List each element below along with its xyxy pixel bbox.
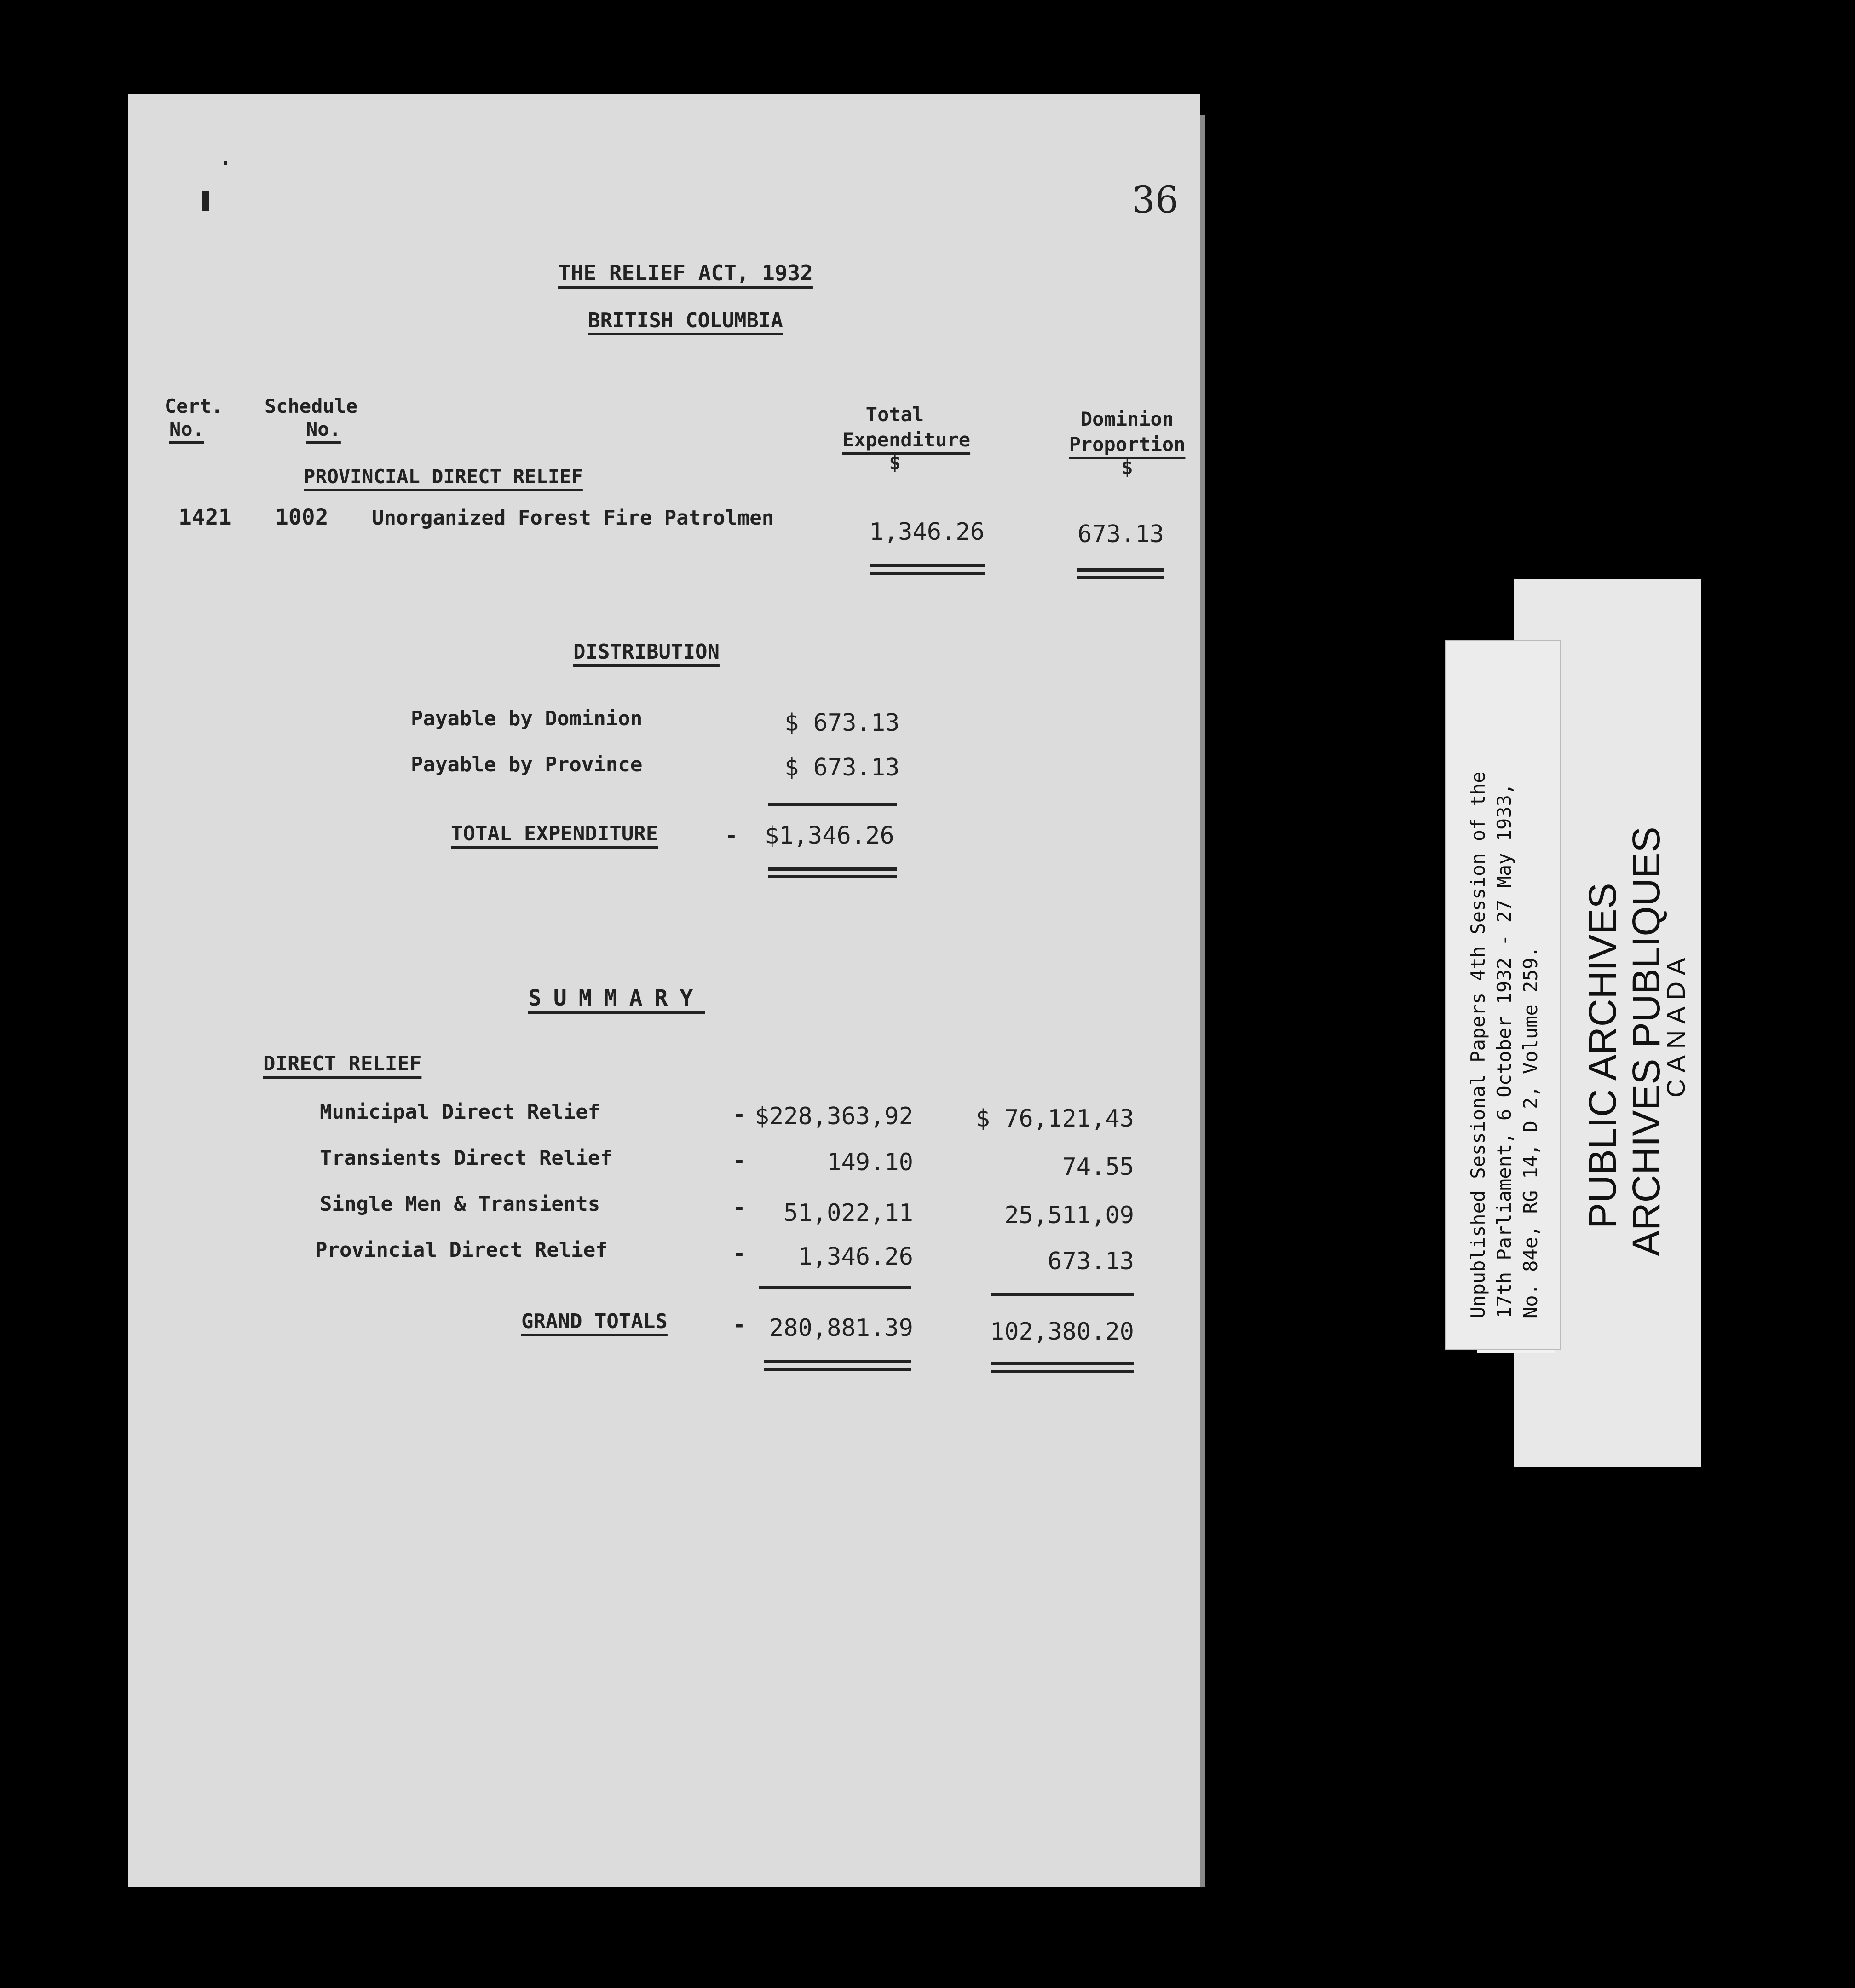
summary-dash-provincial: - — [732, 1241, 746, 1266]
summary-grand-totals-label: GRAND TOTALS — [521, 1310, 668, 1333]
document-title: THE RELIEF ACT, 1932 — [558, 260, 813, 285]
summary-dominion-single-men: 25,511,09 — [1004, 1202, 1134, 1229]
entry-cert-no: 1421 — [179, 504, 232, 530]
distribution-rule — [768, 803, 897, 806]
summary-dominion-transients: 74.55 — [1062, 1153, 1134, 1181]
summary-total-transients: 149.10 — [827, 1149, 913, 1176]
page-edge-shadow — [1200, 115, 1205, 1887]
header-schedule-no: No. — [306, 418, 341, 440]
summary-section-direct-relief: DIRECT RELIEF — [263, 1052, 422, 1075]
archive-stamp-line3: CANADA — [1661, 951, 1690, 1098]
summary-grand-total-double-rule — [764, 1360, 911, 1371]
distribution-value-dominion: $ 673.13 — [784, 709, 900, 737]
summary-label-municipal: Municipal Direct Relief — [320, 1100, 600, 1124]
summary-dominion-rule — [991, 1293, 1134, 1296]
header-cert: Cert. — [165, 395, 223, 417]
header-cert-no: No. — [169, 418, 204, 440]
summary-label-single-men: Single Men & Transients — [320, 1192, 600, 1216]
entry-total: 1,346.26 — [869, 518, 985, 546]
summary-total-rule — [759, 1286, 911, 1289]
document-subtitle: BRITISH COLUMBIA — [588, 309, 783, 332]
header-dominion-proportion: Proportion — [1069, 433, 1186, 456]
distribution-value-province: $ 673.13 — [784, 754, 900, 781]
summary-grand-dash: - — [732, 1312, 746, 1338]
archive-stamp-line1: PUBLIC ARCHIVES — [1581, 883, 1624, 1229]
header-total-expenditure: Expenditure — [842, 428, 971, 451]
header-schedule: Schedule — [265, 395, 358, 417]
entry-description: Unorganized Forest Fire Patrolmen — [372, 506, 774, 530]
summary-grand-dominion-double-rule — [991, 1362, 1134, 1373]
section-provincial-direct-relief: PROVINCIAL DIRECT RELIEF — [304, 465, 583, 488]
stray-mark — [202, 191, 209, 211]
header-dominion: Dominion — [1080, 408, 1174, 430]
stray-mark — [224, 161, 227, 165]
summary-grand-total: 280,881.39 — [769, 1314, 913, 1342]
summary-label-transients: Transients Direct Relief — [320, 1146, 612, 1170]
summary-total-municipal: $228,363,92 — [755, 1103, 913, 1130]
distribution-total-label: TOTAL EXPENDITURE — [451, 822, 658, 845]
summary-total-single-men: 51,022,11 — [783, 1199, 913, 1227]
header-dominion-dollar: $ — [1121, 456, 1133, 479]
entry-total-double-rule — [870, 564, 985, 575]
distribution-label-province: Payable by Province — [411, 753, 643, 776]
entry-dominion: 673.13 — [1077, 520, 1164, 548]
archive-stamp-line2: ARCHIVES PUBLIQUES — [1625, 826, 1668, 1256]
summary-dominion-municipal: $ 76,121,43 — [975, 1105, 1134, 1133]
summary-dominion-provincial: 673.13 — [1048, 1248, 1134, 1275]
summary-dash-transients: - — [732, 1148, 746, 1173]
archive-citation-line3: No. 84e, RG 14, D 2, Volume 259. — [1519, 946, 1542, 1318]
summary-total-provincial: 1,346.26 — [798, 1243, 913, 1271]
distribution-total-value: $1,346.26 — [765, 822, 894, 850]
entry-dominion-double-rule — [1077, 568, 1164, 579]
page-number: 36 — [1132, 179, 1179, 221]
distribution-total-double-rule — [768, 867, 897, 878]
summary-dash-municipal: - — [732, 1102, 746, 1127]
distribution-title: DISTRIBUTION — [573, 640, 720, 664]
entry-schedule-no: 1002 — [275, 504, 328, 530]
archive-citation-line2: 17th Parliament, 6 October 1932 - 27 May 1933, — [1493, 783, 1515, 1318]
distribution-total-dash: - — [725, 823, 738, 849]
summary-title: SUMMARY — [528, 985, 705, 1011]
summary-label-provincial: Provincial Direct Relief — [315, 1238, 608, 1262]
summary-grand-dominion: 102,380.20 — [990, 1318, 1134, 1346]
header-total: Total — [865, 403, 924, 426]
summary-dash-single-men: - — [732, 1195, 746, 1220]
header-total-dollar: $ — [889, 451, 901, 474]
distribution-label-dominion: Payable by Dominion — [411, 707, 643, 730]
archive-citation-line1: Unpublished Sessional Papers 4th Session of the — [1467, 771, 1489, 1318]
